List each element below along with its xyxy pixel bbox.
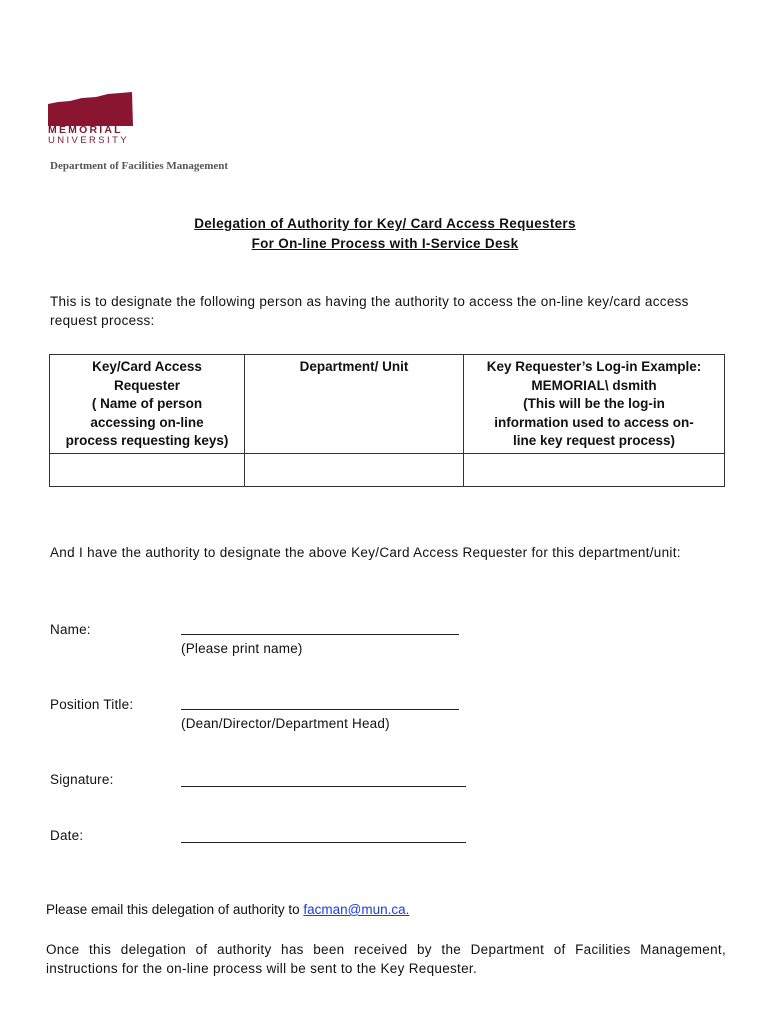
position-title-line[interactable] xyxy=(181,709,459,710)
header-requester xyxy=(50,355,245,454)
header-department xyxy=(245,355,464,454)
signature-line[interactable] xyxy=(181,786,466,787)
name-label: Name: xyxy=(50,622,91,637)
header-login xyxy=(464,355,725,454)
position-title-label: Position Title: xyxy=(50,697,134,712)
header-department-label: Department/ Unit xyxy=(299,359,409,374)
signature-label: Signature: xyxy=(50,772,114,787)
logo-word-memorial: MEMORIAL xyxy=(48,124,123,136)
department-cell[interactable] xyxy=(245,453,464,486)
header-login-label: Key Requester’s Log-in Example: MEMORIAL\ dsmith (This will be the log-in information used to access on- line key request process) xyxy=(486,359,702,448)
name-hint: (Please print name) xyxy=(181,641,303,656)
login-cell[interactable] xyxy=(464,453,725,486)
authority-statement: And I have the authority to designate the above Key/Card Access Requester for this department/unit: xyxy=(50,545,681,560)
closing-paragraph: Once this delegation of authority has been received by the Department of Facilities Management, instructions for the on-line process will be sent to the Key Requester. xyxy=(46,942,726,976)
date-label: Date: xyxy=(50,828,84,843)
email-instruction xyxy=(46,902,409,917)
position-title-hint: (Dean/Director/Department Head) xyxy=(181,716,390,731)
document-title: Delegation of Authority for Key/ Card Access Requesters xyxy=(194,216,576,231)
email-instruction-text: Please email this delegation of authority to xyxy=(46,902,304,917)
intro-paragraph: This is to designate the following person as having the authority to access the on-line key/card access request process: xyxy=(50,294,689,328)
date-line[interactable] xyxy=(181,842,466,843)
logo-word-university: UNIVERSITY xyxy=(48,135,130,146)
requester-name-cell[interactable] xyxy=(50,453,245,486)
memorial-university-logo-icon xyxy=(48,92,134,126)
email-link[interactable]: facman@mun.ca. xyxy=(303,902,410,917)
header-requester-label: Key/Card Access Requester ( Name of person accessing on-line process requesting keys) xyxy=(65,359,229,448)
department-name: Department of Facilities Management xyxy=(50,160,229,172)
university-logo xyxy=(48,92,138,146)
requester-table xyxy=(49,354,725,487)
name-signature-line[interactable] xyxy=(181,634,459,635)
table-header-row xyxy=(50,355,725,454)
document-subtitle: For On-line Process with I-Service Desk xyxy=(251,236,519,251)
table-row xyxy=(50,453,725,486)
